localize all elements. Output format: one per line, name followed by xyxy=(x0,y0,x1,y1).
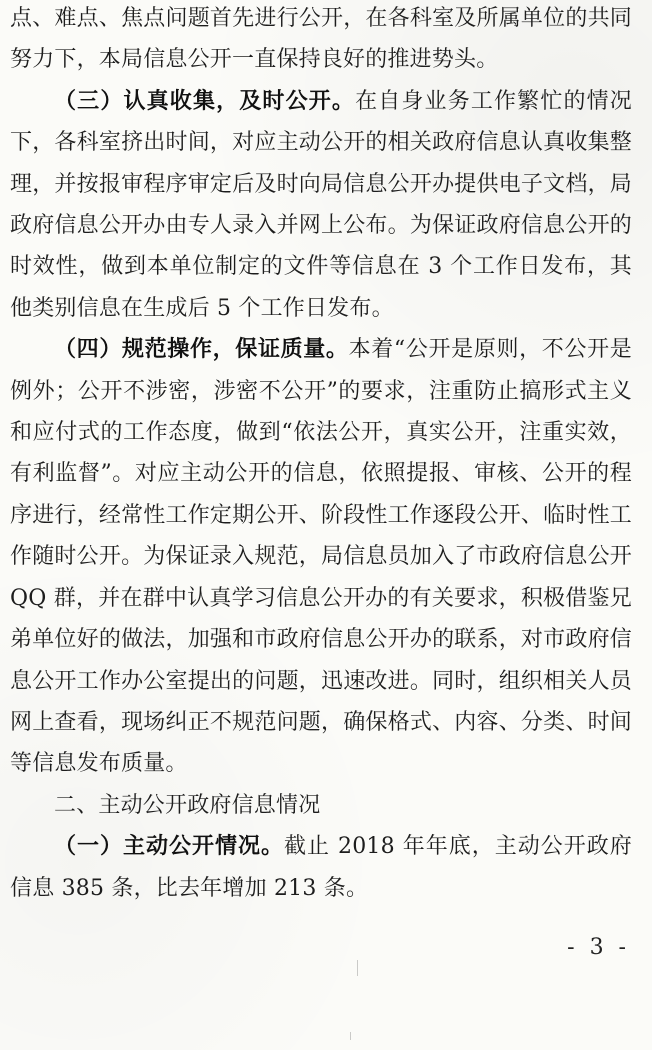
section-three-title: （三）认真收集，及时公开。 xyxy=(54,88,356,114)
section-four-body: 本着“公开是原则，不公开是例外；公开不涉密，涉密不公开”的要求，注重防止搞形式主义和应付式的工作态度，做到“依法公开，真实公开，注重实效，有利监督”。对应主动公开的信息，依照提报、审核、公开的程序进行，经常性工作定期公开、阶段性工作逐段公开、临时性工作随时公开。为保证录入规范，局信息员加入了市政府信息公开 QQ 群，并在群中认真学习信息公开办的有关要求，积极借鉴兄弟单位好的做法，加强和市政府信息公开办的联系，对市政府信息公开工作办公室提出的问题，迅速改进。同时，组织相关人员网上查看，现场纠正不规范问题，确保格式、内容、分类、时间等信息发布质量。 xyxy=(10,337,632,777)
intro-text: 点、难点、焦点问题首先进行公开，在各科室及所属单位的共同努力下，本局信息公开一直保持良好的推进势头。 xyxy=(10,6,632,73)
intro-paragraph xyxy=(10,0,632,81)
section-one-paragraph xyxy=(10,826,632,909)
section-one-title: （一）主动公开情况。 xyxy=(54,834,285,860)
section-three-body: 在自身业务工作繁忙的情况下，各科室挤出时间，对应主动公开的相关政府信息认真收集整理，并按报审程序审定后及时向局信息公开办提供电子文档，局政府信息公开办由专人录入并网上公布。为保证政府信息公开的时效性，做到本单位制定的文件等信息在 3 个工作日发布，其他类别信息在生成后 5 个工作日发布。 xyxy=(10,88,632,321)
section-three-paragraph xyxy=(10,81,632,329)
scan-mark-1 xyxy=(357,960,358,976)
scan-mark-2 xyxy=(350,1032,351,1040)
document-body xyxy=(10,0,632,909)
section-four-title: （四）规范操作，保证质量。 xyxy=(54,337,349,363)
page-number: - 3 - xyxy=(567,935,630,960)
section-four-paragraph xyxy=(10,329,632,784)
heading-two: 二、主动公开政府信息情况 xyxy=(54,792,321,818)
section-one-body: 截止 2018 年年底，主动公开政府信息 385 条，比去年增加 213 条。 xyxy=(10,834,632,901)
